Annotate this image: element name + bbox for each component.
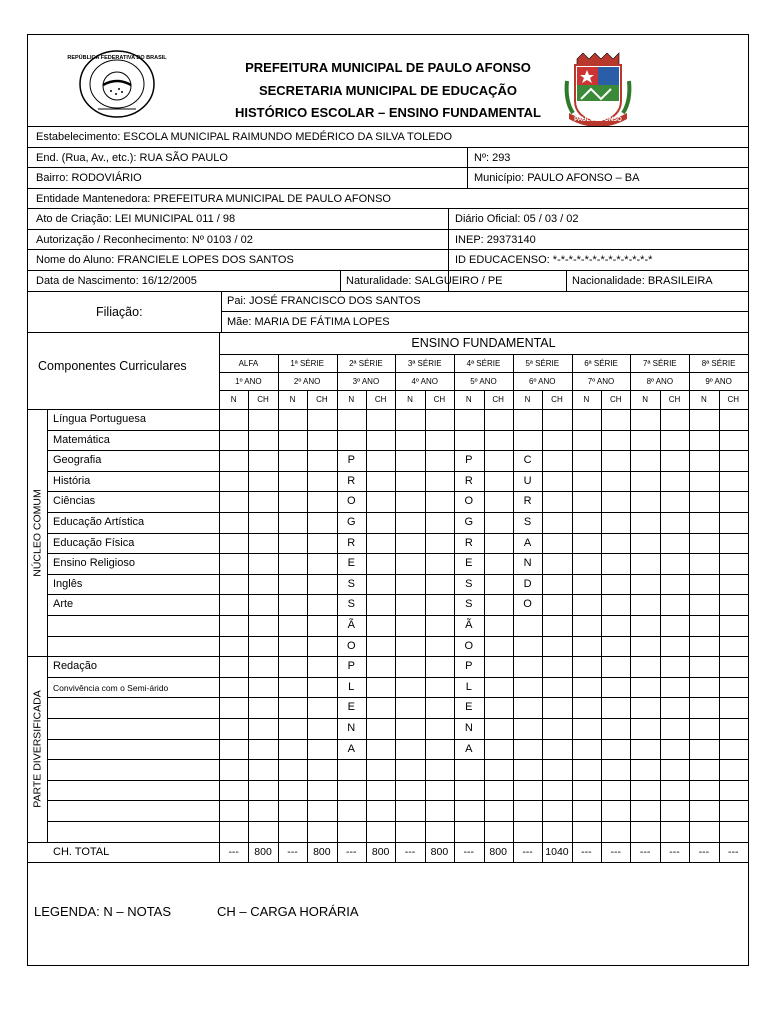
ch-header: CH (668, 395, 681, 404)
series-header: 1ª SÉRIE (290, 359, 324, 368)
progressao-letter: S (347, 598, 355, 611)
progressao-letter: R (464, 536, 473, 549)
mae-text: Mãe: MARIA DE FÁTIMA LOPES (227, 316, 390, 328)
ano-header: 5º ANO (470, 377, 497, 386)
nucleo-comum-label: NÚCLEO COMUM (31, 488, 44, 577)
progressao-letter: R (347, 536, 356, 549)
svg-text:PAULO AFONSO: PAULO AFONSO (574, 117, 622, 123)
ch-header: CH (257, 395, 269, 404)
ano-header: 7º ANO (587, 377, 615, 386)
subject-name: Língua Portuguesa (53, 413, 146, 425)
numero-text: Nº: 293 (474, 152, 511, 164)
ano-header: 8º ANO (646, 377, 674, 386)
ch-total-value: --- (669, 845, 680, 858)
components-label: Componentes Curriculares (38, 359, 187, 373)
parte-diversificada-label: PARTE DIVERSIFICADA (31, 690, 44, 808)
ch-total-label: CH. TOTAL (53, 845, 110, 858)
plena-letter: E (347, 701, 355, 714)
ano-header: 9º ANO (705, 377, 732, 386)
ch-header: CH (492, 395, 504, 404)
ch-header: CH (551, 395, 563, 404)
progressao-letter: Ã (347, 619, 355, 631)
subject-name: Ciências (53, 495, 96, 508)
progressao-letter: S (465, 577, 473, 590)
n-header: N (348, 395, 355, 404)
progressao-letter: O (346, 639, 356, 652)
series-header: 3ª SÉRIE (407, 359, 442, 368)
autorizacao-text: Autorização / Reconhecimento: Nº 0103 / 02 (36, 234, 253, 246)
plena-letter: E (465, 701, 473, 714)
ch-total-value: --- (610, 845, 621, 858)
progressao-letter: E (465, 557, 473, 570)
header-line-3: HISTÓRICO ESCOLAR – ENSINO FUNDAMENTAL (235, 105, 541, 120)
subject-name: Educação Física (53, 536, 135, 549)
cursando-letter: U (523, 474, 532, 487)
ch-header: CH (433, 395, 446, 404)
grades-table (28, 332, 748, 882)
nascimento-text: Data de Nascimento: 16/12/2005 (36, 275, 197, 287)
header-line-2: SECRETARIA MUNICIPAL DE EDUCAÇÃO (258, 83, 518, 98)
plena-letter: P (465, 660, 473, 673)
progressao-letter: O (346, 495, 356, 508)
n-header: N (524, 395, 531, 404)
city-crest-logo (563, 51, 633, 131)
progressao-letter: G (346, 516, 356, 528)
plena-letter: P (347, 660, 355, 673)
n-header: N (701, 395, 707, 404)
cursando-letter: O (523, 598, 532, 611)
subject-name: Convivência com o Semi-árido (53, 682, 169, 693)
ano-header: 2º ANO (293, 377, 321, 386)
ch-total-value: 800 (430, 845, 449, 858)
cursando-letter: S (523, 516, 532, 528)
ano-header: 3º ANO (352, 377, 380, 386)
nacionalidade-text: Nacionalidade: BRASILEIRA (572, 275, 713, 287)
municipio-text: Município: PAULO AFONSO – BA (474, 172, 640, 184)
filiacao-label: Filiação: (96, 305, 143, 319)
ch-total-value: --- (639, 845, 651, 858)
ch-total-value: 1040 (545, 845, 569, 858)
n-header: N (465, 395, 472, 404)
pai-text: Pai: JOSÉ FRANCISCO DOS SANTOS (227, 295, 421, 307)
series-header: 7ª SÉRIE (643, 359, 677, 368)
ch-total-value: 800 (371, 845, 390, 858)
ch-total-value: --- (728, 845, 739, 858)
historico-escolar-sheet (27, 34, 749, 966)
ch-total-value: --- (228, 845, 239, 858)
cursando-letter: R (523, 495, 532, 508)
plena-letter: L (348, 680, 355, 693)
header-line-1: PREFEITURA MUNICIPAL DE PAULO AFONSO (245, 60, 531, 75)
ano-header: 1º ANO (235, 377, 262, 386)
legend-carga: CH – CARGA HORÁRIA (217, 904, 359, 919)
ch-header: CH (727, 395, 740, 404)
ch-total-value: 800 (489, 845, 507, 858)
progressao-letter: P (465, 454, 473, 467)
progressao-letter: S (465, 598, 473, 611)
crest-icon (563, 51, 633, 131)
series-header: ALFA (238, 359, 259, 368)
ensino-fundamental-label: ENSINO FUNDAMENTAL (411, 336, 556, 350)
subject-name: Educação Artística (53, 516, 145, 528)
cursando-letter: N (523, 557, 532, 570)
plena-letter: N (347, 722, 356, 734)
ch-total-value: --- (581, 845, 592, 858)
aluno-text: Nome do Aluno: FRANCIELE LOPES DOS SANTOS (36, 254, 294, 266)
series-header: 6ª SÉRIE (584, 359, 618, 368)
ch-header: CH (374, 395, 387, 404)
progressao-letter: S (347, 577, 355, 590)
legend-notas: LEGENDA: N – NOTAS (34, 904, 172, 919)
n-header: N (230, 395, 237, 404)
series-header: 5ª SÉRIE (525, 359, 560, 368)
n-header: N (642, 395, 649, 404)
progressao-letter: E (347, 557, 355, 570)
ch-total-value: --- (522, 845, 533, 858)
inep-text: INEP: 29373140 (455, 234, 536, 246)
plena-letter: A (465, 742, 473, 755)
subject-name: Matemática (53, 433, 110, 446)
diario-oficial-text: Diário Oficial: 05 / 03 / 02 (455, 213, 579, 225)
ch-total-value: --- (287, 845, 298, 858)
n-header: N (407, 395, 413, 404)
subject-name: História (53, 474, 91, 487)
endereco-text: End. (Rua, Av., etc.): RUA SÃO PAULO (36, 152, 228, 164)
mantenedora-text: Entidade Mantenedora: PREFEITURA MUNICIPAL DE PAULO AFONSO (36, 193, 391, 205)
bairro-text: Bairro: RODOVIÁRIO (36, 172, 142, 184)
cursando-letter: D (523, 577, 532, 590)
ch-total-value: --- (698, 845, 710, 858)
subject-name: Geografia (53, 454, 102, 467)
naturalidade-text: Naturalidade: SALGUEIRO / PE (346, 275, 503, 287)
ano-header: 6º ANO (529, 377, 556, 386)
progressao-letter: O (464, 495, 474, 508)
progressao-letter: Ã (465, 619, 473, 631)
subject-name: Inglês (53, 577, 83, 590)
progressao-letter: G (464, 516, 474, 528)
n-header: N (289, 395, 296, 404)
plena-letter: N (464, 722, 473, 734)
cursando-letter: A (523, 536, 532, 549)
subject-name: Redação (53, 660, 98, 673)
ch-total-value: --- (463, 845, 475, 858)
progressao-letter: R (347, 474, 356, 487)
subject-name: Arte (53, 598, 74, 611)
subject-name: Ensino Religioso (53, 557, 135, 570)
progressao-letter: R (464, 474, 473, 487)
cursando-letter: C (523, 454, 532, 467)
plena-letter: L (465, 680, 472, 693)
plena-letter: A (347, 742, 355, 755)
ch-total-value: --- (345, 845, 357, 858)
progressao-letter: P (347, 454, 355, 467)
svg-text:REPÚBLICA FEDERATIVA DO BRASIL: REPÚBLICA FEDERATIVA DO BRASIL (67, 55, 167, 61)
series-header: 8ª SÉRIE (701, 359, 736, 368)
ch-header: CH (316, 395, 328, 404)
ch-header: CH (609, 395, 622, 404)
series-header: 2ª SÉRIE (349, 359, 383, 368)
ch-total-value: --- (404, 845, 416, 858)
n-header: N (583, 395, 590, 404)
ato-criacao-text: Ato de Criação: LEI MUNICIPAL 011 / 98 (36, 213, 236, 225)
series-header: 4ª SÉRIE (466, 359, 501, 368)
estabelecimento-text: Estabelecimento: ESCOLA MUNICIPAL RAIMUNDO MEDÉRICO DA SILVA TOLEDO (36, 131, 453, 143)
ch-total-value: 800 (313, 845, 331, 858)
ano-header: 4º ANO (411, 377, 438, 386)
educacenso-text: ID EDUCACENSO: *-*-*-*-*-*-*-*-*-*-*-*-* (455, 254, 653, 266)
ch-total-value: 800 (254, 845, 272, 858)
progressao-letter: O (464, 639, 474, 652)
